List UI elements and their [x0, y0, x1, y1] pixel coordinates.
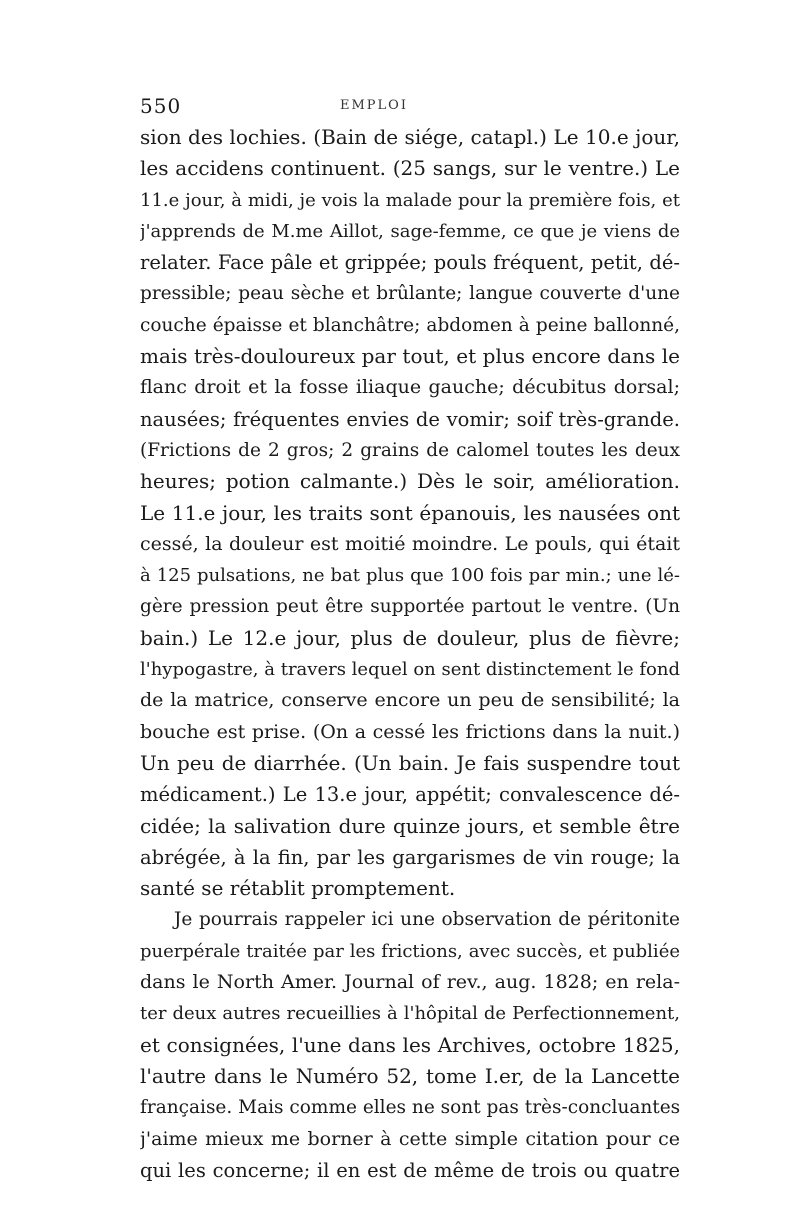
text-line: pressible; peau sèche et brûlante; langue couverte d'une	[140, 283, 680, 305]
text-line: dans le North Amer. Journal of rev., aug. 1828; en rela-	[140, 971, 680, 994]
text-line: et consignées, l'une dans les Archives, octobre 1825,	[140, 1032, 680, 1057]
text-line: relater. Face pâle et grippée; pouls fréquent, petit, dé-	[140, 251, 680, 275]
text-line: française. Mais comme elles ne sont pas très-concluantes	[140, 1097, 680, 1119]
text-line: ter deux autres recueillies à l'hôpital de Perfectionnement,	[140, 1003, 680, 1025]
text-line: 11.e jour, à midi, je vois la malade pour la première fois, et	[140, 189, 680, 211]
text-line: puerpérale traitée par les frictions, avec succès, et publiée	[140, 940, 680, 962]
text-line: nausées; fréquentes envies de vomir; soif très-grande.	[140, 407, 680, 431]
text-line: mais très-douloureux par tout, et plus encore dans le	[140, 344, 680, 369]
text-line: bain.) Le 12.e jour, plus de douleur, plus de fièvre;	[140, 625, 680, 650]
body-text	[140, 122, 680, 1186]
text-line: cessé, la douleur est moitié moindre. Le pouls, qui était	[140, 532, 680, 555]
page-number: 550	[140, 94, 182, 118]
paragraph	[140, 122, 680, 904]
text-line: médicament.) Le 13.e jour, appétit; convalescence dé-	[140, 783, 680, 807]
text-line: j'apprends de M.me Aillot, sage-femme, ce que je viens de	[140, 220, 680, 242]
text-line: Un peu de diarrhée. (Un bain. Je fais suspendre tout	[140, 750, 680, 775]
text-line: santé se rétablit promptement.	[140, 876, 456, 901]
text-line: de la matrice, conserve encore un peu de sensibilité; la	[140, 689, 680, 712]
text-line: qui les concerne; il en est de même de trois ou quatre	[140, 1158, 680, 1182]
text-line: à 125 pulsations, ne bat plus que 100 fois par min.; une lé-	[140, 565, 680, 587]
running-head: EMPLOI	[340, 98, 408, 113]
text-line: cidée; la salivation dure quinze jours, et semble être	[140, 813, 680, 838]
text-line: abrégée, à la fin, par les gargarismes de vin rouge; la	[140, 845, 680, 869]
text-line: gère pression peut être supportée partout le ventre. (Un	[140, 596, 680, 618]
paragraph	[140, 904, 680, 1186]
text-line: couche épaisse et blanchâtre; abdomen à peine ballonné,	[140, 314, 680, 336]
page-header	[140, 94, 660, 120]
text-line: j'aime mieux me borner à cette simple citation pour ce	[140, 1127, 680, 1150]
text-line: sion des lochies. (Bain de siége, catapl.) Le 10.e jour,	[140, 125, 680, 149]
text-line: Le 11.e jour, les traits sont épanouis, les nausées ont	[140, 500, 680, 525]
text-line: l'autre dans le Numéro 52, tome I.er, de la Lancette	[140, 1063, 680, 1088]
text-line: flanc droit et la fosse iliaque gauche; décubitus dorsal;	[140, 376, 680, 399]
text-line: heures; potion calmante.) Dès le soir, amélioration.	[140, 469, 680, 494]
text-line: (Frictions de 2 gros; 2 grains de calomel toutes les deux	[140, 439, 680, 461]
text-line: l'hypogastre, à travers lequel on sent distinctement le fond	[140, 659, 680, 681]
text-line: bouche est prise. (On a cessé les frictions dans la nuit.)	[140, 720, 680, 743]
text-line: les accidens continuent. (25 sangs, sur le ventre.) Le	[140, 156, 680, 181]
text-line: Je pourrais rappeler ici une observation de péritonite	[174, 909, 680, 931]
